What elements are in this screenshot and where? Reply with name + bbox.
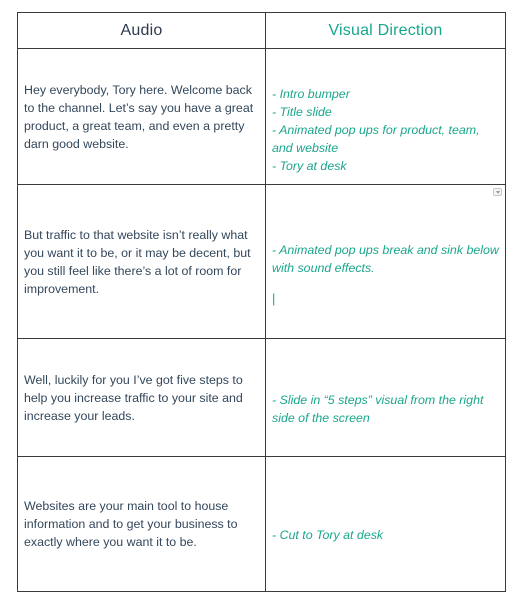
visual-direction-cell[interactable] (266, 457, 506, 592)
visual-direction-line: - Slide in “5 steps” visual from the right side of the screen (272, 393, 484, 425)
visual-direction-line: - Animated pop ups for product, team, and website (272, 123, 480, 155)
audio-cell[interactable]: But traffic to that website isn’t really what you want it to be, or it may be decent, but you still feel like there’s a lot of room for improvement. (18, 185, 266, 339)
visual-direction-line: - Tory at desk (272, 159, 347, 173)
visual-direction-cell[interactable] (266, 339, 506, 457)
audio-column-header[interactable]: Audio (18, 13, 266, 49)
visual-direction-line: - Title slide (272, 105, 332, 119)
visual-direction-line: - Intro bumper (272, 87, 350, 101)
text-cursor: | (272, 290, 276, 306)
table-row (18, 457, 506, 592)
visual-direction-cell[interactable] (266, 185, 506, 339)
audio-cell[interactable]: Well, luckily for you I’ve got five steps to help you increase traffic to your site and increase your leads. (18, 339, 266, 457)
visual-direction-column-header[interactable]: Visual Direction (266, 13, 506, 49)
visual-direction-line: - Animated pop ups break and sink below with sound effects. (272, 242, 499, 275)
audio-cell[interactable]: Websites are your main tool to house information and to get your business to exactly where you want it to be. (18, 457, 266, 592)
visual-direction-line: - Cut to Tory at desk (272, 527, 384, 542)
table-row (18, 49, 506, 185)
video-script-table (17, 12, 506, 592)
cell-menu-dropdown-icon[interactable] (493, 188, 502, 196)
table-row (18, 339, 506, 457)
header-row (18, 13, 506, 49)
visual-direction-cell[interactable] (266, 49, 506, 185)
table-row (18, 185, 506, 339)
audio-cell[interactable]: Hey everybody, Tory here. Welcome back to the channel. Let’s say you have a great product, a great team, and even a pretty darn good website. (18, 49, 266, 185)
